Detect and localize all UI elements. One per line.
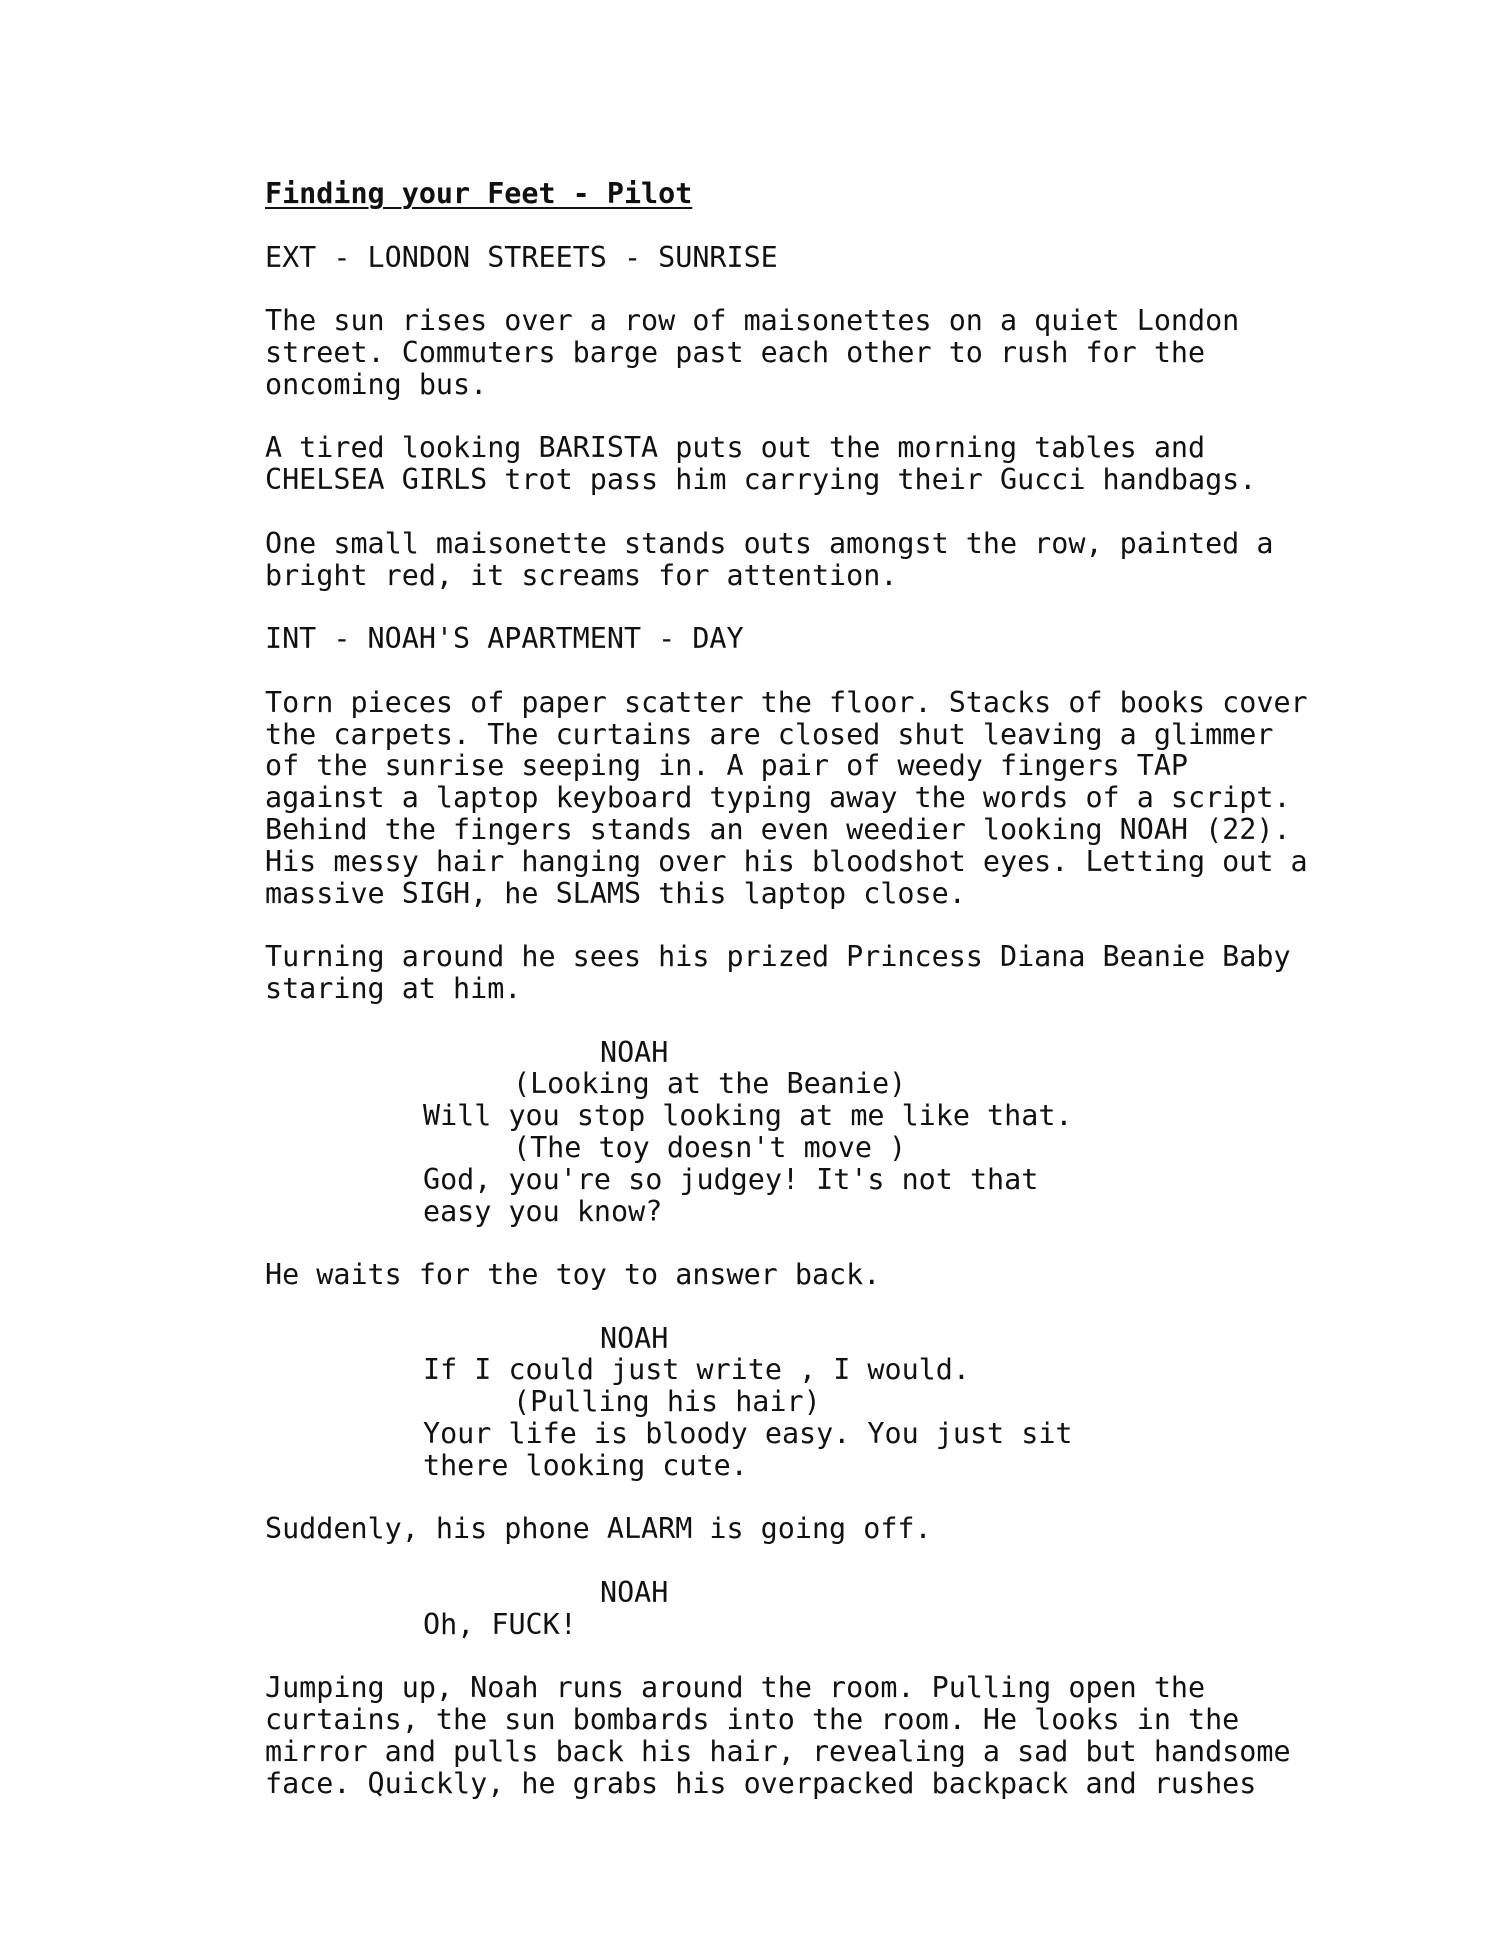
action-line: massive SIGH, he SLAMS this laptop close. (265, 876, 966, 910)
scene-heading: INT - NOAH'S APARTMENT - DAY (265, 622, 744, 656)
dialogue-line: If I could just write , I would. (423, 1353, 970, 1387)
blank-line (265, 273, 1385, 305)
action-line: He waits for the toy to answer back. (265, 1258, 881, 1292)
parenthetical: (Looking at the Beanie) (513, 1067, 907, 1101)
blank-line (265, 591, 1385, 623)
blank-line (265, 655, 1385, 687)
action-line: street. Commuters barge past each other to rush for the (265, 335, 1206, 369)
action-line: curtains, the sun bombards into the room. He looks in the (265, 1703, 1240, 1737)
action-line: The sun rises over a row of maisonettes on a quiet London (265, 304, 1240, 338)
action-line: Turning around he sees his prized Princess Diana Beanie Baby (265, 940, 1291, 974)
action-line: Suddenly, his phone ALARM is going off. (265, 1512, 932, 1546)
blank-line (265, 1291, 1385, 1323)
action-line: against a laptop keyboard typing away the words of a script. (265, 781, 1291, 815)
blank-line (265, 1227, 1385, 1259)
action-line: Jumping up, Noah runs around the room. Pulling open the (265, 1671, 1206, 1705)
action-line: face. Quickly, he grabs his overpacked backpack and rushes (265, 1766, 1257, 1800)
action-line: bright red, it screams for attention. (265, 558, 898, 592)
parenthetical: (The toy doesn't move ) (513, 1130, 907, 1164)
character-name: NOAH (600, 1576, 669, 1610)
blank-line (265, 496, 1385, 528)
action-line: of the sunrise seeping in. A pair of weedy fingers TAP (265, 749, 1189, 783)
screenplay-body (265, 178, 1385, 1800)
character-name: NOAH (600, 1321, 669, 1355)
action-line: mirror and pulls back his hair, revealing a sad but handsome (265, 1735, 1291, 1769)
action-line: oncoming bus. (265, 367, 488, 401)
action-line: Torn pieces of paper scatter the floor. Stacks of books cover (265, 685, 1308, 719)
action-line: A tired looking BARISTA puts out the morning tables and (265, 431, 1206, 465)
blank-line (265, 210, 1385, 242)
dialogue-line: easy you know? (423, 1194, 663, 1228)
blank-line (265, 1641, 1385, 1673)
action-line: staring at him. (265, 971, 522, 1005)
action-line: the carpets. The curtains are closed shut leaving a glimmer (265, 717, 1274, 751)
parenthetical: (Pulling his hair) (513, 1385, 821, 1419)
action-line: One small maisonette stands outs amongst the row, painted a (265, 526, 1274, 560)
blank-line (265, 1545, 1385, 1577)
blank-line (265, 1482, 1385, 1514)
dialogue-line: Oh, FUCK! (423, 1607, 577, 1641)
blank-line (265, 909, 1385, 941)
blank-line (265, 1005, 1385, 1037)
action-line: CHELSEA GIRLS trot pass him carrying their Gucci handbags. (265, 463, 1257, 497)
script-title: Finding your Feet - Pilot (265, 177, 693, 210)
dialogue-line: Will you stop looking at me like that. (423, 1099, 1073, 1133)
character-name: NOAH (600, 1035, 669, 1069)
blank-line (265, 401, 1385, 433)
action-line: His messy hair hanging over his bloodshot eyes. Letting out a (265, 844, 1308, 878)
action-line: Behind the fingers stands an even weedier looking NOAH (22). (265, 812, 1291, 846)
dialogue-line: there looking cute. (423, 1448, 748, 1482)
dialogue-line: Your life is bloody easy. You just sit (423, 1417, 1073, 1451)
dialogue-line: God, you're so judgey! It's not that (423, 1162, 1039, 1196)
scene-heading: EXT - LONDON STREETS - SUNRISE (265, 240, 778, 274)
